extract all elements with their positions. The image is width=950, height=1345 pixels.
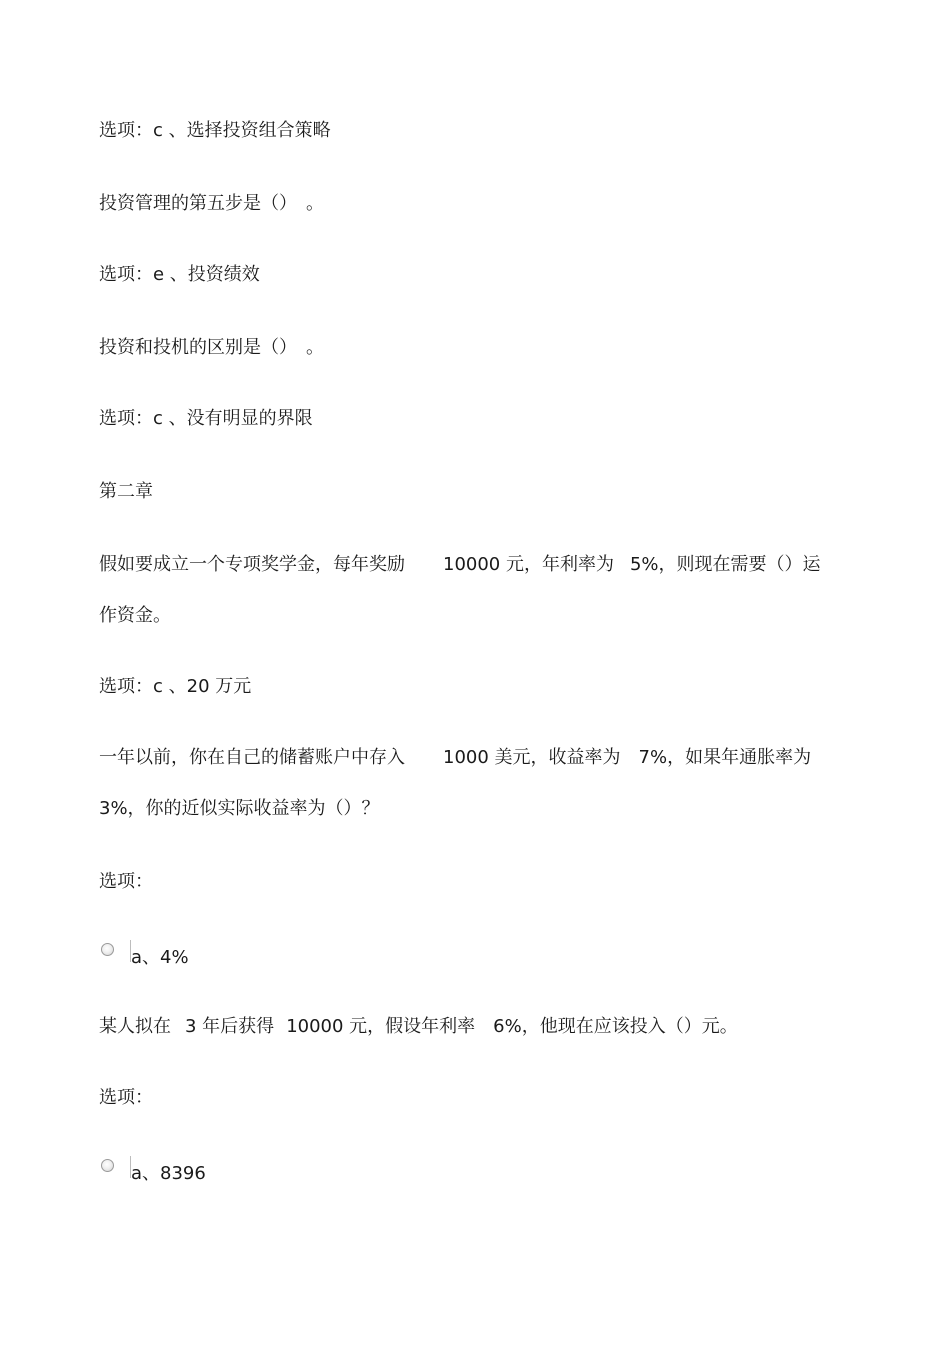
answer-line: 选项：e 、投资绩效 [99, 264, 260, 285]
option-a-label: a、8396 [131, 1163, 206, 1184]
question-text-part: 6%，他现在应该投入（）元。 [493, 1016, 738, 1037]
question-line: 投资管理的第五步是（） 。 [99, 193, 324, 214]
answer-line: 选项：c 、没有明显的界限 [99, 408, 313, 429]
question-text-part: 7%，如果年通胀率为 [638, 747, 812, 768]
question-text-part: 假如要成立一个专项奖学金，每年奖励 [99, 554, 405, 575]
option-a-row[interactable] [99, 1156, 299, 1186]
question-text-part: 5%，则现在需要（）运 [629, 554, 821, 575]
question-line: 投资和投机的区别是（） 。 [99, 337, 324, 358]
options-label: 选项： [99, 871, 153, 892]
question-text-part: 某人拟在 [99, 1016, 171, 1037]
question-text-part: 10000 元，年利率为 [443, 554, 614, 575]
question-line-continued: 3%，你的近似实际收益率为（）？ [99, 798, 380, 819]
question-line [99, 1015, 738, 1039]
question-text-part: 10000 元，假设年利率 [286, 1016, 476, 1037]
answer-line: 选项：c 、20 万元 [99, 676, 252, 697]
question-text-part: 3 年后获得 [185, 1016, 275, 1037]
chapter-heading: 第二章 [99, 481, 153, 502]
question-line [99, 746, 811, 770]
question-text-part: 一年以前，你在自己的储蓄账户中存入 [99, 747, 405, 768]
question-line-continued: 作资金。 [99, 605, 171, 626]
question-line [99, 553, 821, 577]
option-a-label: a、4% [131, 947, 189, 968]
answer-line: 选项：c 、选择投资组合策略 [99, 120, 331, 141]
options-label: 选项： [99, 1087, 153, 1108]
radio-button-icon[interactable] [101, 1159, 114, 1172]
option-a-row[interactable] [99, 940, 299, 970]
radio-button-icon[interactable] [101, 943, 114, 956]
question-text-part: 1000 美元，收益率为 [443, 747, 621, 768]
